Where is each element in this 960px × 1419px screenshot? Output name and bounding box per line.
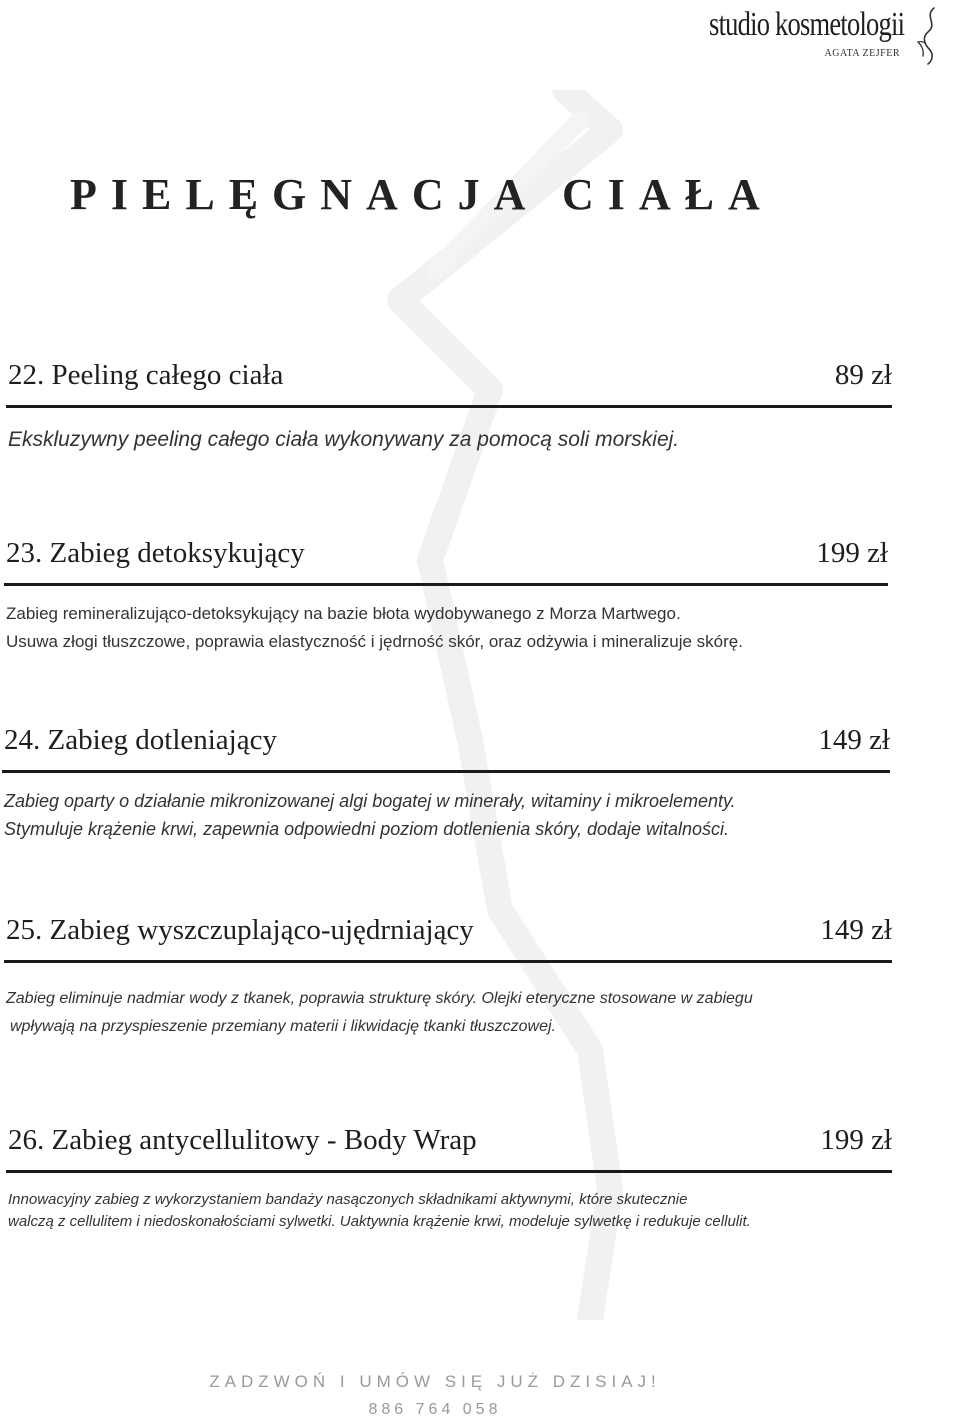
description-line: Zabieg oparty o działanie mikronizowanej algi bogatej w minerały, witaminy i mikroelementy. xyxy=(4,791,736,811)
treatment-name: 26. Zabieg antycellulitowy - Body Wrap xyxy=(8,1124,477,1156)
divider xyxy=(2,770,890,773)
treatment-body-wrap xyxy=(6,1120,892,1233)
silhouette-logo-icon xyxy=(914,6,942,66)
treatment-name: 22. Peeling całego ciała xyxy=(8,359,284,391)
treatment-header xyxy=(4,533,888,573)
phone-number[interactable]: 886 764 058 xyxy=(368,1401,502,1418)
treatment-header xyxy=(6,355,892,395)
description-line: Zabieg remineralizująco-detoksykujący na bazie błota wydobywanego z Morza Martwego. xyxy=(6,604,681,623)
treatment-name: 25. Zabieg wyszczuplająco-ujędrniający xyxy=(6,914,474,946)
description-line: Stymuluje krążenie krwi, zapewnia odpowiedni poziom dotlenienia skóry, dodaje witalności. xyxy=(4,819,730,839)
treatment-price: 149 zł xyxy=(818,724,890,756)
brand-name: studio kosmetologii xyxy=(708,6,904,43)
divider xyxy=(6,1170,892,1173)
treatment-header xyxy=(4,910,892,950)
brand-logo xyxy=(654,6,942,68)
treatment-detox xyxy=(4,533,888,656)
treatment-header xyxy=(2,720,890,760)
description-line: walczą z cellulitem i niedoskonałościami sylwetki. Uaktywnia krążenie krwi, modeluje sylwetkę i redukuje cellulit. xyxy=(8,1213,751,1230)
treatment-slimming xyxy=(4,910,892,1041)
description-line: Zabieg eliminuje nadmiar wody z tkanek, poprawia strukturę skóry. Olejki eteryczne stosowane w zabiegu xyxy=(6,990,753,1007)
treatment-header xyxy=(6,1120,892,1160)
brand-text xyxy=(654,6,904,59)
divider xyxy=(6,405,892,408)
treatment-description xyxy=(6,425,892,455)
treatment-price: 199 zł xyxy=(816,537,888,569)
description-line: wpływają na przyspieszenie przemiany materii i likwidację tkanki tłuszczowej. xyxy=(10,1018,556,1035)
call-to-action: ZADZWOŃ I UMÓW SIĘ JUŻ DZISIAJ! xyxy=(209,1372,661,1391)
divider xyxy=(4,960,892,963)
divider xyxy=(4,583,888,586)
treatment-price: 149 zł xyxy=(820,914,892,946)
treatment-name: 23. Zabieg detoksykujący xyxy=(6,537,305,569)
treatment-description xyxy=(2,787,890,843)
treatment-description xyxy=(4,600,888,656)
page-title: PIELĘGNACJA CIAŁA xyxy=(70,170,774,219)
treatment-name: 24. Zabieg dotleniający xyxy=(4,724,277,756)
treatment-oxygenating xyxy=(2,720,890,843)
treatment-description xyxy=(4,985,892,1041)
treatment-description xyxy=(6,1189,892,1233)
description-line: Usuwa złogi tłuszczowe, poprawia elastyczność i jędrność skór, oraz odżywia i mineralizuje skórę. xyxy=(6,632,743,651)
treatment-price: 89 zł xyxy=(834,359,892,391)
brand-owner: AGATA ZEJFER xyxy=(824,48,900,59)
treatment-price: 199 zł xyxy=(820,1124,892,1156)
treatment-peeling xyxy=(6,355,892,455)
description-line: Ekskluzywny peeling całego ciała wykonywany za pomocą soli morskiej. xyxy=(8,428,680,451)
description-line: Innowacyjny zabieg z wykorzystaniem bandaży nasączonych składnikami aktywnymi, które skutecznie xyxy=(8,1191,688,1208)
